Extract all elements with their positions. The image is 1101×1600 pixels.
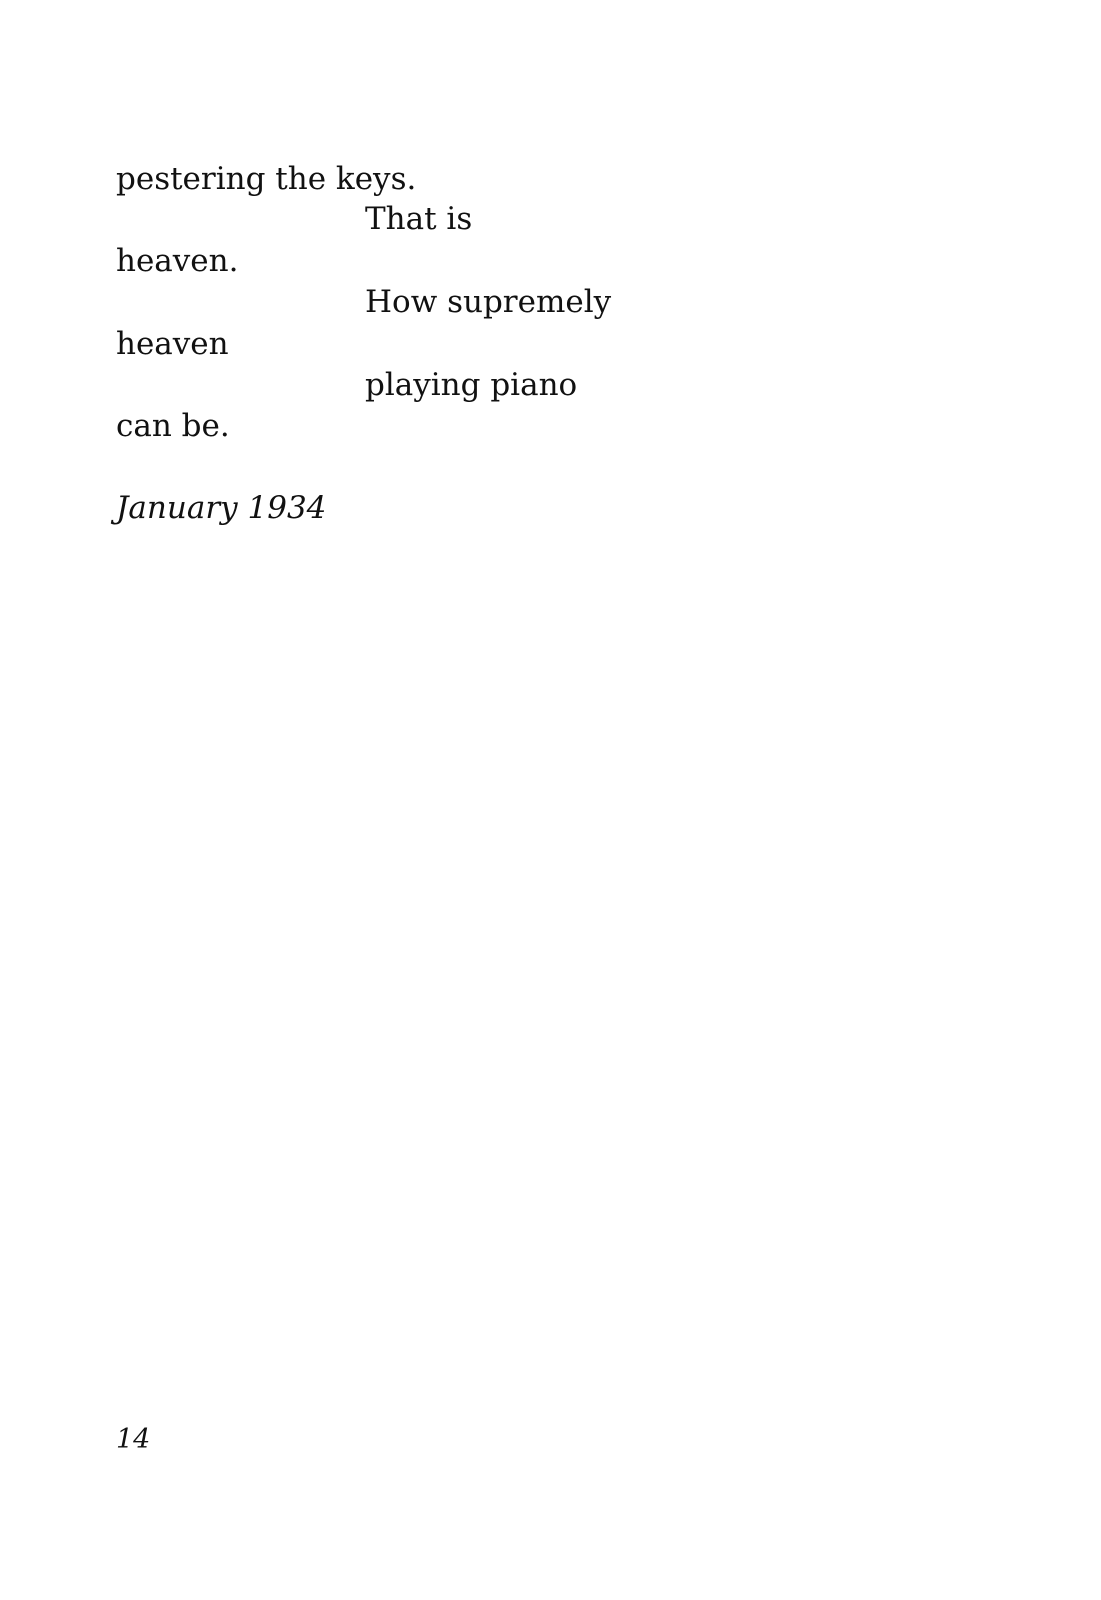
poem-line: heaven: [116, 326, 229, 362]
poem-line: playing piano: [365, 367, 578, 403]
poem-line: pestering the keys.: [116, 161, 417, 197]
poem-date: January 1934: [116, 490, 327, 526]
poem-line: How supremely: [365, 284, 612, 320]
poem-line: That is: [365, 201, 473, 237]
page-number: 14: [116, 1424, 151, 1455]
poem-line: heaven.: [116, 243, 239, 279]
poem-line: can be.: [116, 408, 230, 444]
